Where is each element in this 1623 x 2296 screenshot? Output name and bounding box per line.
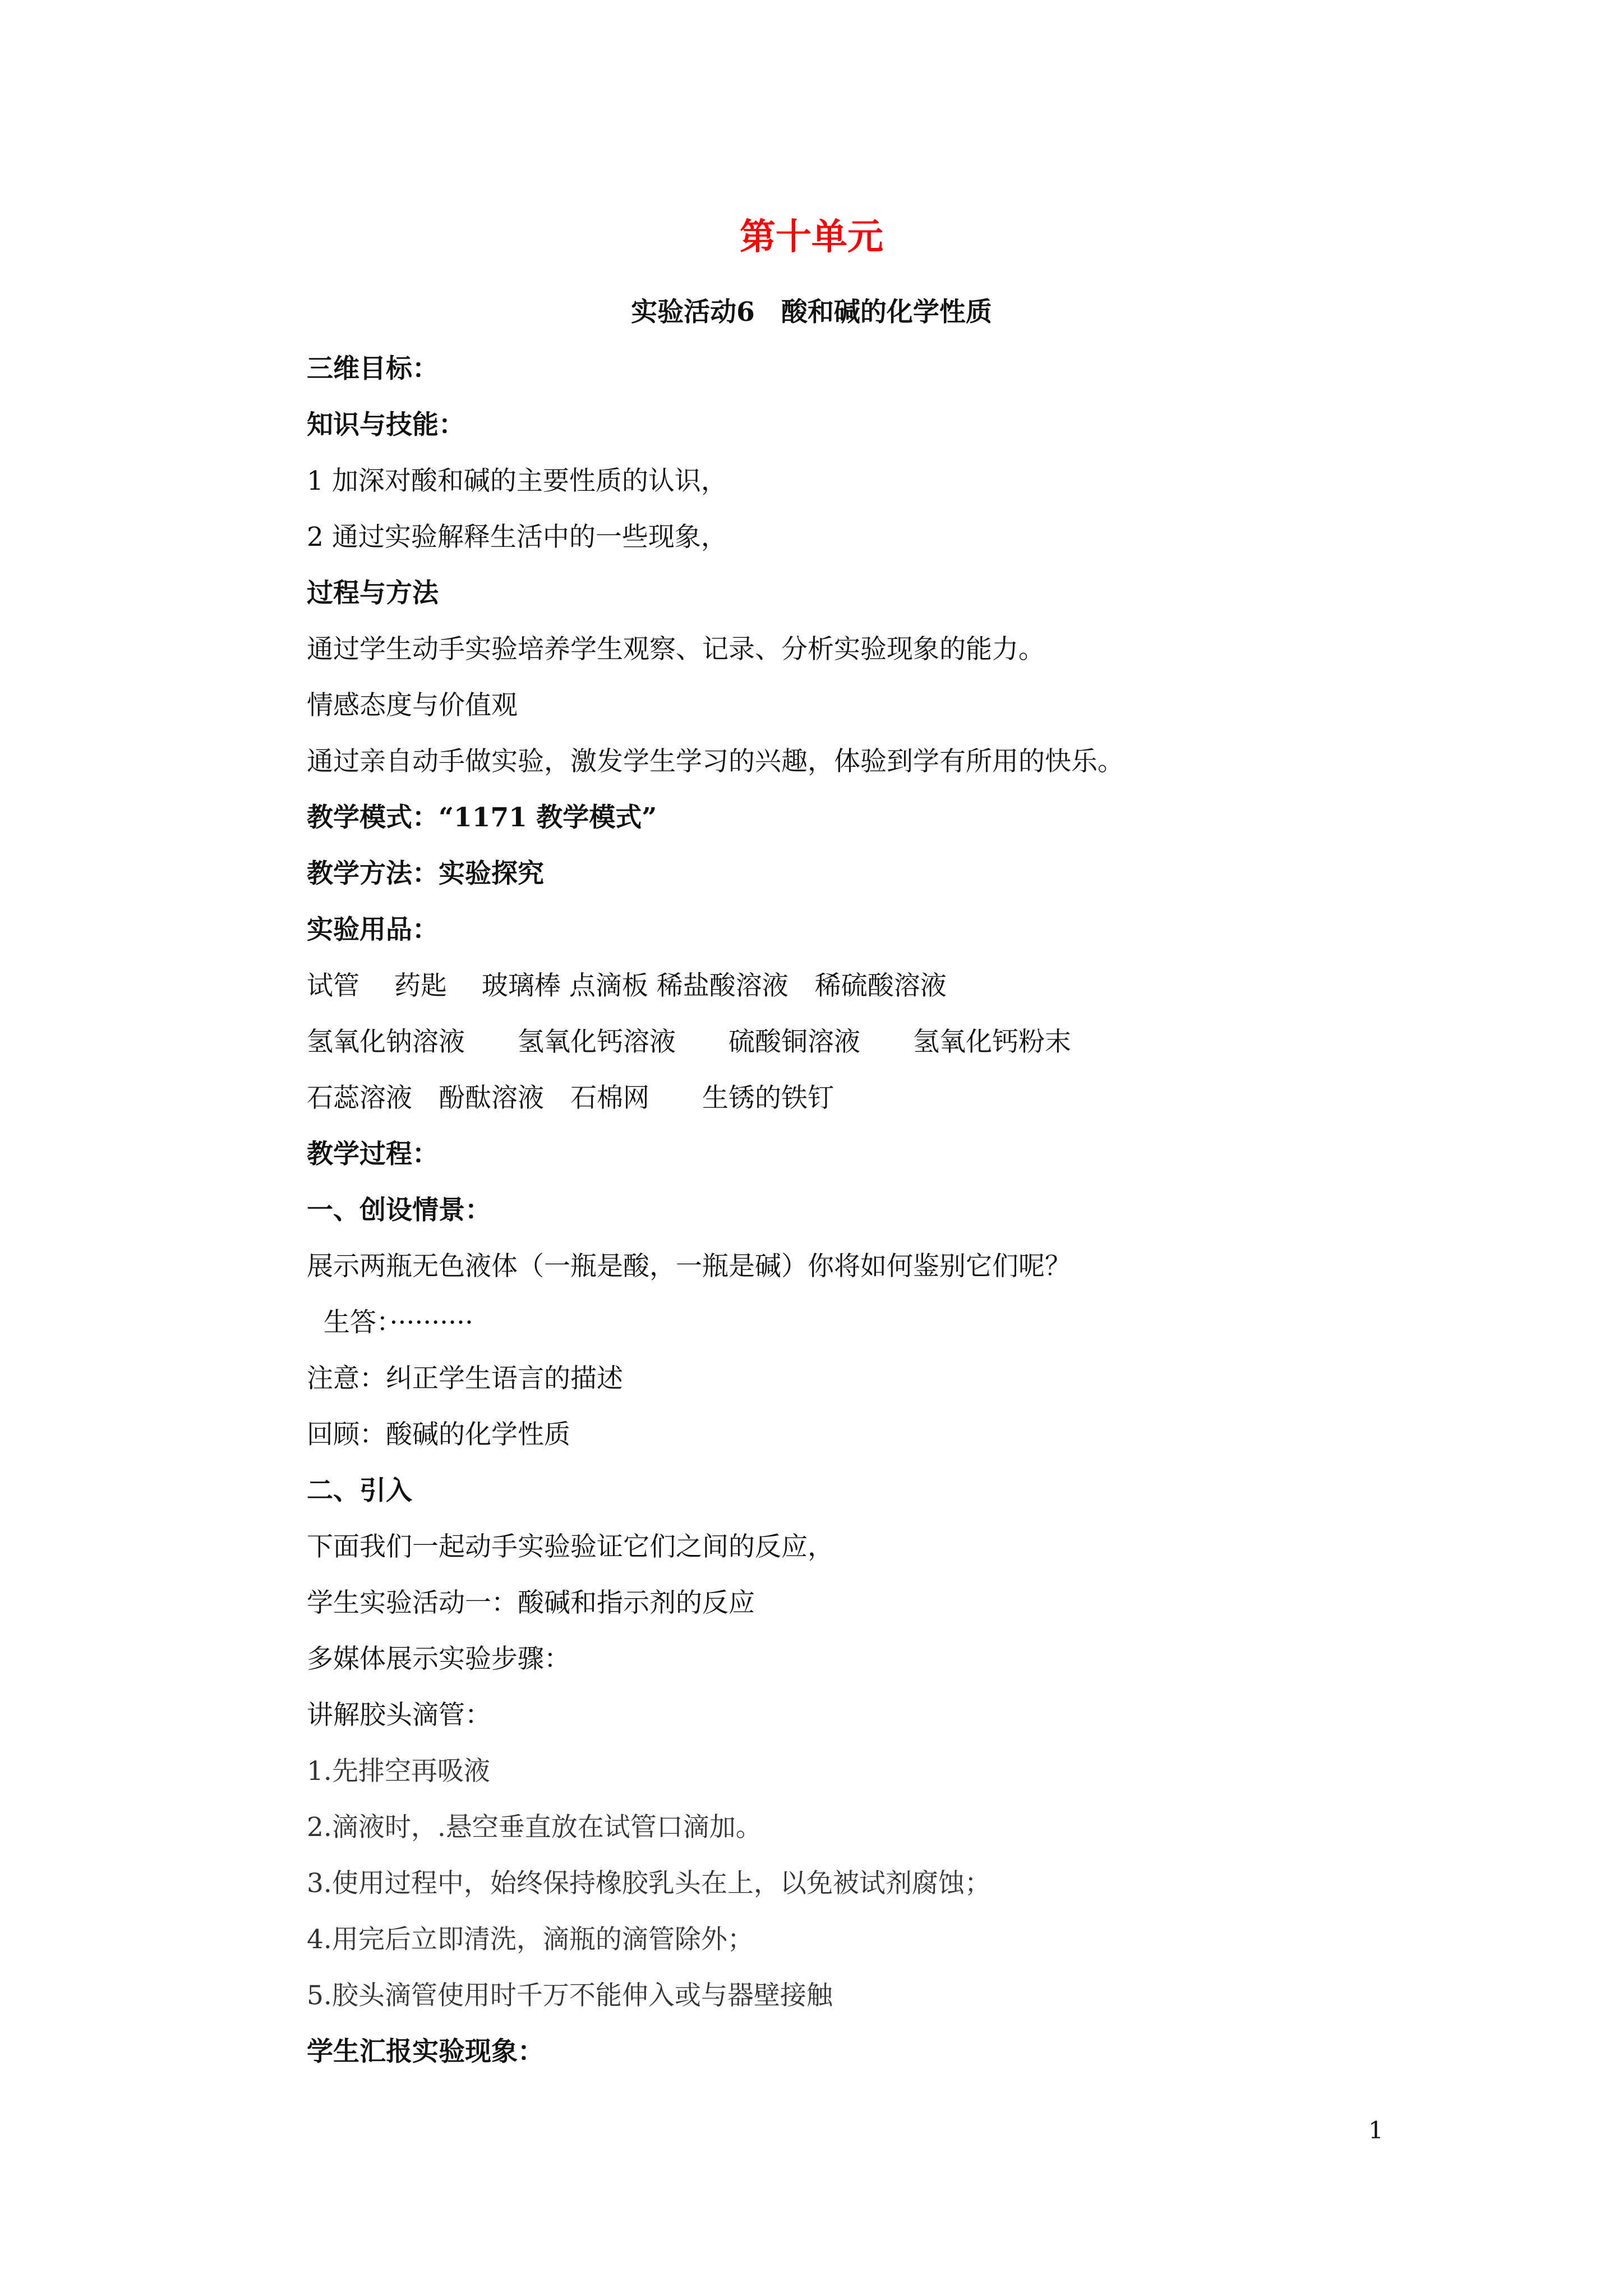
list-item: 3.使用过程中，始终保持橡胶乳头在上，以免被试剂腐蚀； bbox=[307, 1868, 991, 1899]
body-line: 知识与技能： bbox=[307, 409, 465, 440]
body-line: 教学过程： bbox=[307, 1139, 439, 1170]
body-line: 实验用品： bbox=[307, 914, 439, 945]
body-line: 氢氧化钠溶液 氢氧化钙溶液 硫酸铜溶液 氢氧化钙粉末 bbox=[307, 1027, 1071, 1057]
body-line: 2 通过实验解释生活中的一些现象， bbox=[307, 522, 727, 553]
body-line: 教学模式：“1171 教学模式” bbox=[307, 802, 657, 833]
body-line: 展示两瓶无色液体（一瓶是酸，一瓶是碱）你将如何鉴别它们呢？ bbox=[307, 1251, 1071, 1282]
body-line: 石蕊溶液 酚酞溶液 石棉网 生锈的铁钉 bbox=[307, 1083, 834, 1114]
body-line: 多媒体展示实验步骤： bbox=[307, 1644, 570, 1674]
body-line: 回顾：酸碱的化学性质 bbox=[307, 1419, 570, 1450]
body-line: 生答：·········· bbox=[324, 1307, 473, 1338]
body-line: 注意：纠正学生语言的描述 bbox=[307, 1363, 623, 1394]
body-line: 教学方法：实验探究 bbox=[307, 858, 544, 889]
list-item: 4.用完后立即清洗，滴瓶的滴管除外； bbox=[307, 1924, 754, 1955]
body-line: 三维目标： bbox=[307, 353, 439, 384]
body-line: 通过学生动手实验培养学生观察、记录、分析实验现象的能力。 bbox=[307, 634, 1045, 665]
body-line: 下面我们一起动手实验验证它们之间的反应， bbox=[307, 1531, 834, 1562]
body-line: 二、引入 bbox=[307, 1475, 412, 1506]
document-subtitle: 实验活动6 酸和碱的化学性质 bbox=[631, 297, 992, 328]
body-line: 试管 药匙 玻璃棒 点滴板 稀盐酸溶液 稀硫酸溶液 bbox=[307, 970, 947, 1001]
body-line: 学生实验活动一：酸碱和指示剂的反应 bbox=[307, 1588, 755, 1618]
body-line: 1 加深对酸和碱的主要性质的认识， bbox=[307, 466, 727, 496]
body-line: 讲解胶头滴管： bbox=[307, 1700, 491, 1731]
body-line: 情感态度与价值观 bbox=[307, 690, 518, 721]
body-line: 一、创设情景： bbox=[307, 1195, 491, 1226]
body-line: 通过亲自动手做实验，激发学生学习的兴趣，体验到学有所用的快乐。 bbox=[307, 746, 1124, 777]
page-title: 第十单元 bbox=[740, 216, 883, 258]
page-number: 1 bbox=[1368, 2116, 1384, 2144]
document-body bbox=[307, 341, 1428, 2080]
list-item: 5.胶头滴管使用时千万不能伸入或与器壁接触 bbox=[307, 1980, 833, 2011]
list-item: 1.先排空再吸液 bbox=[307, 1756, 490, 1787]
body-line: 学生汇报实验现象： bbox=[307, 2036, 544, 2067]
body-line: 过程与方法 bbox=[307, 578, 439, 609]
list-item: 2.滴液时，.悬空垂直放在试管口滴加。 bbox=[307, 1812, 762, 1843]
